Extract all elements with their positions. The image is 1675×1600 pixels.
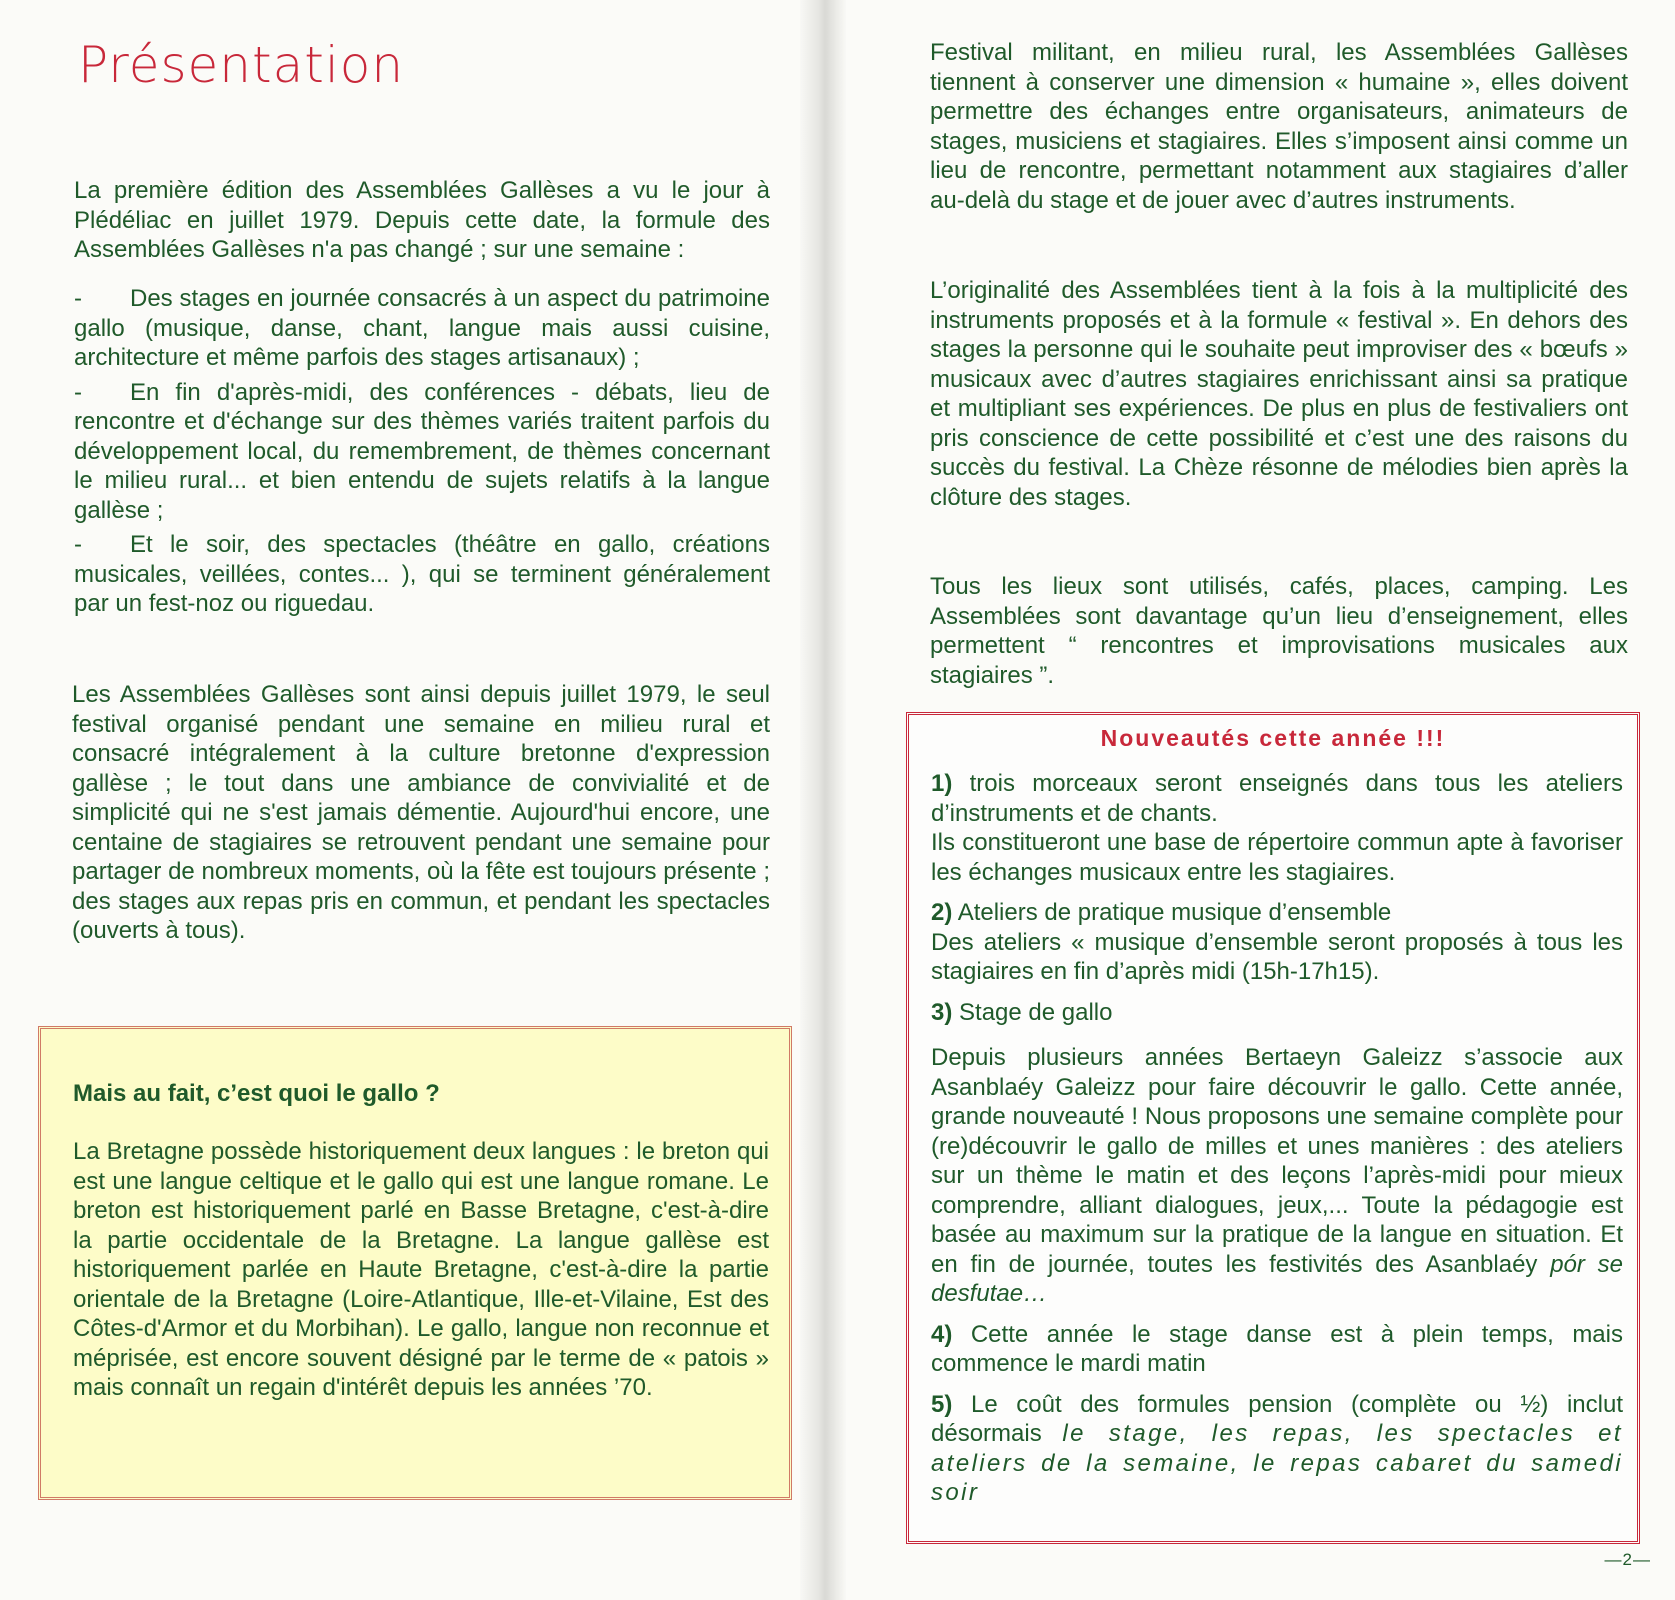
news-item — [931, 898, 1623, 987]
news-item — [931, 998, 1623, 1309]
gallo-box-title: Mais au fait, c’est quoi le gallo ? — [73, 1080, 440, 1107]
news-box — [906, 712, 1640, 1544]
news-item-detail-text: Depuis plusieurs années Bertaeyn Galeizz s’associe aux Asanblaéy Galeizz pour faire découvrir le gallo. Cette année, grande nouveauté ! Nous proposons une semaine complète pour (re)découvrir le gallo de milles et unes manières : des ateliers sur un thème le matin et des leçons l’après-midi pour mieux comprendre, alliant dialogues, jeux,... Toute la pédagogie est basée au maximum sur la pratique de la langue en situation. Et en fin de journée, toutes les festivités des Asanblaéy — [931, 1044, 1623, 1278]
page-title: Présentation — [78, 36, 405, 94]
news-item-italic: le stage, les repas, les spectacles et ateliers de la semaine, le repas cabaret du samedi soir — [931, 1420, 1623, 1506]
news-list — [931, 769, 1623, 1519]
right-page — [846, 0, 1675, 1600]
news-item-text — [931, 769, 1623, 828]
intro-paragraph: La première édition des Assemblées Gallèses a vu le jour à Plédéliac en juillet 1979. Depuis cette date, la formule des Assemblées Gallèses n'a pas changé ; sur une semaine : — [74, 177, 770, 263]
news-item-label: Stage de gallo — [959, 998, 1113, 1026]
news-item-label: Le coût des formules pension (complète ou ½) inclut désormais — [931, 1390, 1623, 1447]
news-item-number: 5) — [931, 1390, 953, 1418]
news-item-text — [931, 998, 1623, 1028]
history-paragraph: Les Assemblées Gallèses sont ainsi depuis juillet 1979, le seul festival organisé pendant une semaine en milieu rural et consacré intégralement à la culture bretonne d'expression gallèse ; le tout dans une ambiance de convivialité et de simplicité qui ne s'est jamais démentie. Aujourd'hui encore, une centaine de stagiaires se retrouvent pendant une semaine pour partager de nombreux moments, où la fête est toujours présente ; des stages aux repas pris en commun, et pendant les spectacles (ouverts à tous). — [72, 681, 770, 944]
news-item — [931, 1320, 1623, 1379]
gallo-box-content — [73, 1079, 769, 1403]
news-box-title: Nouveautés cette année !!! — [1100, 725, 1446, 751]
festival-paragraph: Festival militant, en milieu rural, les Assemblées Gallèses tiennent à conserver une dimension « humaine », elles doivent permettre des échanges entre organisateurs, animateurs de stages, musiciens et stagiaires. Elles s’imposent ainsi comme un lieu de rencontre, permettant notamment aux stagiaires d’aller au-delà du stage et de jouer avec d’autres instruments. — [930, 39, 1628, 214]
list-item-text: Des stages en journée consacrés à un aspect du patrimoine gallo (musique, danse, chant, langue mais aussi cuisine, architecture et même parfois des stages artisanaux) ; — [74, 285, 770, 371]
book-spine — [800, 0, 846, 1600]
news-item-label: Cette année le stage danse est à plein temps, mais commence le mardi matin — [931, 1320, 1623, 1377]
news-item-detail — [931, 1043, 1623, 1309]
list-item-text: En fin d'après-midi, des conférences - débats, lieu de rencontre et d'échange sur des thèmes variés traitent parfois du développement local, du remembrement, de thèmes concernant le milieu rural... et bien entendu de sujets relatifs à la langue gallèse ; — [74, 378, 770, 524]
news-item-number: 2) — [931, 899, 953, 926]
news-item-number: 4) — [931, 1320, 953, 1348]
news-item-detail: Des ateliers « musique d’ensemble seront proposés à tous les stagiaires en fin d’après midi (15h-17h15). — [931, 928, 1623, 985]
news-item-detail-italic: pór se desfutae… — [931, 1250, 1623, 1307]
news-item-label: trois morceaux seront enseignés dans tous les ateliers d’instruments et de chants. — [931, 770, 1623, 827]
list-item — [74, 284, 770, 373]
news-item-text — [931, 1390, 1623, 1508]
list-item — [74, 530, 770, 619]
list-dash: - — [74, 378, 82, 406]
news-item-text — [931, 898, 1623, 928]
activity-list — [74, 284, 770, 619]
gallo-info-box — [38, 1026, 792, 1500]
news-item-detail: Ils constitueront une base de répertoire commun apte à favoriser les échanges musicaux entre les stagiaires. — [931, 829, 1623, 886]
news-item-text — [931, 1320, 1623, 1379]
list-item-text: Et le soir, des spectacles (théâtre en gallo, créations musicales, veillées, contes... ), qui se terminent généralement par un fest-noz ou riguedau. — [74, 531, 770, 617]
venues-paragraph: Tous les lieux sont utilisés, cafés, places, camping. Les Assemblées sont davantage qu’un lieu d’enseignement, elles permettent “ rencontres et improvisations musicales aux stagiaires ”. — [930, 573, 1628, 689]
news-item-number: 3) — [931, 998, 953, 1026]
news-item-label: Ateliers de pratique musique d’ensemble — [957, 899, 1392, 926]
left-page — [0, 0, 800, 1600]
originality-paragraph: L’originalité des Assemblées tient à la fois à la multiplicité des instruments proposés et à la formule « festival ». En dehors des stages la personne qui le souhaite peut improviser des « bœufs » musicaux avec d’autres stagiaires enrichissant ainsi sa pratique et multipliant ses expériences. De plus en plus de festivaliers ont pris conscience de cette possibilité et c’est une des raisons du succès du festival. La Chèze résonne de mélodies bien après la clôture des stages. — [930, 277, 1628, 511]
news-item-number: 1) — [931, 770, 953, 797]
list-dash: - — [74, 531, 82, 558]
list-item — [74, 378, 770, 526]
gallo-box-text: La Bretagne possède historiquement deux langues : le breton qui est une langue celtique et le gallo qui est une langue romane. Le breton est historiquement parlé en Basse Bretagne, c'est-à-dire la partie occidentale de la Bretagne. La langue gallèse est historiquement parlée en Haute Bretagne, c'est-à-dire la partie orientale de la Bretagne (Loire-Atlantique, Ille-et-Vilaine, Est des Côtes-d'Armor et du Morbihan). Le gallo, langue non reconnue et méprisée, est encore souvent désigné par le terme de « patois » mais connaît un regain d'intérêt depuis les années ’70. — [73, 1138, 769, 1401]
list-dash: - — [74, 285, 82, 312]
news-item — [931, 769, 1623, 887]
page-number: —2— — [1604, 1550, 1651, 1569]
news-item — [931, 1390, 1623, 1508]
